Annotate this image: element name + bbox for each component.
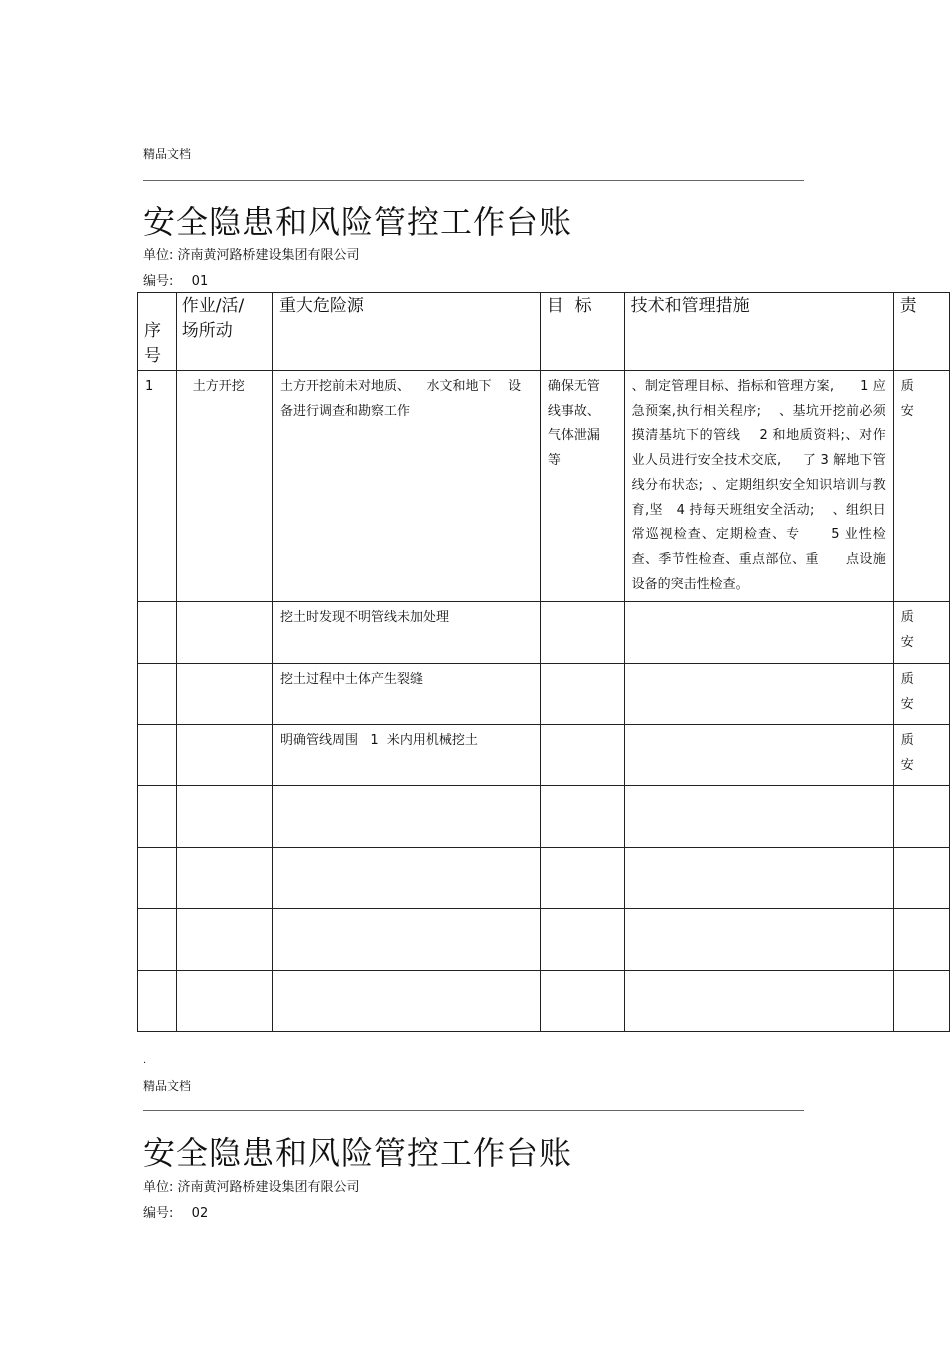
- row-measures: [624, 725, 893, 786]
- row-goal: [540, 909, 624, 971]
- row-measures: 、制定管理目标、指标和管理方案, 1 应急预案,执行相关程序; 、基坑开挖前必须摸清基坑下的管线 2 和地质资料;、对作业人员进行安全技术交底, 了 3 解地下管线分布状态; 、定期组织安全知识培训与教育,坚 4 持每天班组安全活动; 、组织日常巡视检查、定期检查、专 5 业性检查、季节性检查、重点部位、重 点设施设备的突击性检查。: [624, 371, 893, 602]
- row-goal: [540, 786, 624, 848]
- row-goal: [540, 664, 624, 725]
- row-hazard: [272, 971, 540, 1032]
- row-activity: [176, 971, 272, 1032]
- number-line: [143, 1202, 208, 1221]
- table-row: [138, 786, 950, 848]
- row-index: [138, 909, 177, 971]
- row-measures: [624, 786, 893, 848]
- header-divider: [143, 180, 804, 181]
- row-responsibility: [893, 909, 949, 971]
- unit-line: [143, 1176, 360, 1195]
- row-responsibility: 质 安: [893, 602, 949, 664]
- row-responsibility: 质 安: [893, 664, 949, 725]
- table-row: [138, 909, 950, 971]
- row-index: [138, 725, 177, 786]
- row-hazard: [272, 848, 540, 909]
- row-responsibility: [893, 848, 949, 909]
- column-header-measures: 技术和管理措施: [624, 293, 893, 371]
- unit-label: 单位:: [143, 248, 174, 263]
- row-index: [138, 786, 177, 848]
- header-divider: [143, 1110, 804, 1111]
- number-value: 02: [191, 1206, 209, 1221]
- table-row: [138, 602, 950, 664]
- column-header-responsibility: 责: [893, 293, 949, 371]
- row-activity: [176, 602, 272, 664]
- row-activity: [176, 725, 272, 786]
- row-responsibility: 质 安: [893, 725, 949, 786]
- column-header-goal: 目 标: [540, 293, 624, 371]
- row-goal: 确保无管线事故、气体泄漏等: [540, 371, 624, 602]
- unit-name: 济南黄河路桥建设集团有限公司: [177, 248, 360, 263]
- number-label: 编号:: [143, 1206, 174, 1221]
- table-row: [138, 848, 950, 909]
- page-title: 安全隐患和风险管控工作台账: [143, 203, 573, 241]
- unit-label: 单位:: [143, 1180, 174, 1195]
- column-header-index: 序号: [138, 293, 177, 371]
- row-activity: [176, 909, 272, 971]
- row-goal: [540, 725, 624, 786]
- number-line: [143, 270, 208, 289]
- page-header-label: 精品文档: [143, 1079, 192, 1093]
- row-index: 1: [138, 371, 177, 602]
- row-index: [138, 848, 177, 909]
- row-activity: [176, 848, 272, 909]
- row-activity: [176, 664, 272, 725]
- column-header-hazard: 重大危险源: [272, 293, 540, 371]
- row-activity: 土方开挖: [176, 371, 272, 602]
- row-index: [138, 971, 177, 1032]
- row-hazard: [272, 909, 540, 971]
- table-row: [138, 371, 950, 602]
- table-header-row: [138, 293, 950, 371]
- row-goal: [540, 971, 624, 1032]
- table-row: [138, 725, 950, 786]
- row-activity: [176, 786, 272, 848]
- page-title: 安全隐患和风险管控工作台账: [143, 1134, 573, 1172]
- unit-line: [143, 244, 360, 263]
- table-row: [138, 971, 950, 1032]
- row-goal: [540, 602, 624, 664]
- row-measures: [624, 848, 893, 909]
- number-value: 01: [191, 274, 209, 289]
- table-row: [138, 664, 950, 725]
- row-responsibility: [893, 971, 949, 1032]
- row-hazard: [272, 786, 540, 848]
- number-label: 编号:: [143, 274, 174, 289]
- unit-name: 济南黄河路桥建设集团有限公司: [177, 1180, 360, 1195]
- page-header-label: 精品文档: [143, 147, 192, 161]
- row-goal: [540, 848, 624, 909]
- row-index: [138, 664, 177, 725]
- column-header-activity: 作业/活/场所动: [176, 293, 272, 371]
- row-responsibility: 质 安: [893, 371, 949, 602]
- ledger-table: [137, 292, 950, 1032]
- row-hazard: 挖土过程中土体产生裂缝: [272, 664, 540, 725]
- row-hazard: 土方开挖前未对地质、 水文和地下 设备进行调查和勘察工作: [272, 371, 540, 602]
- page-break-dot: .: [143, 1055, 147, 1066]
- row-measures: [624, 664, 893, 725]
- row-hazard: 挖土时发现不明管线未加处理: [272, 602, 540, 664]
- row-responsibility: [893, 786, 949, 848]
- row-measures: [624, 971, 893, 1032]
- row-measures: [624, 602, 893, 664]
- row-index: [138, 602, 177, 664]
- row-measures: [624, 909, 893, 971]
- row-hazard: 明确管线周围 1 米内用机械挖土: [272, 725, 540, 786]
